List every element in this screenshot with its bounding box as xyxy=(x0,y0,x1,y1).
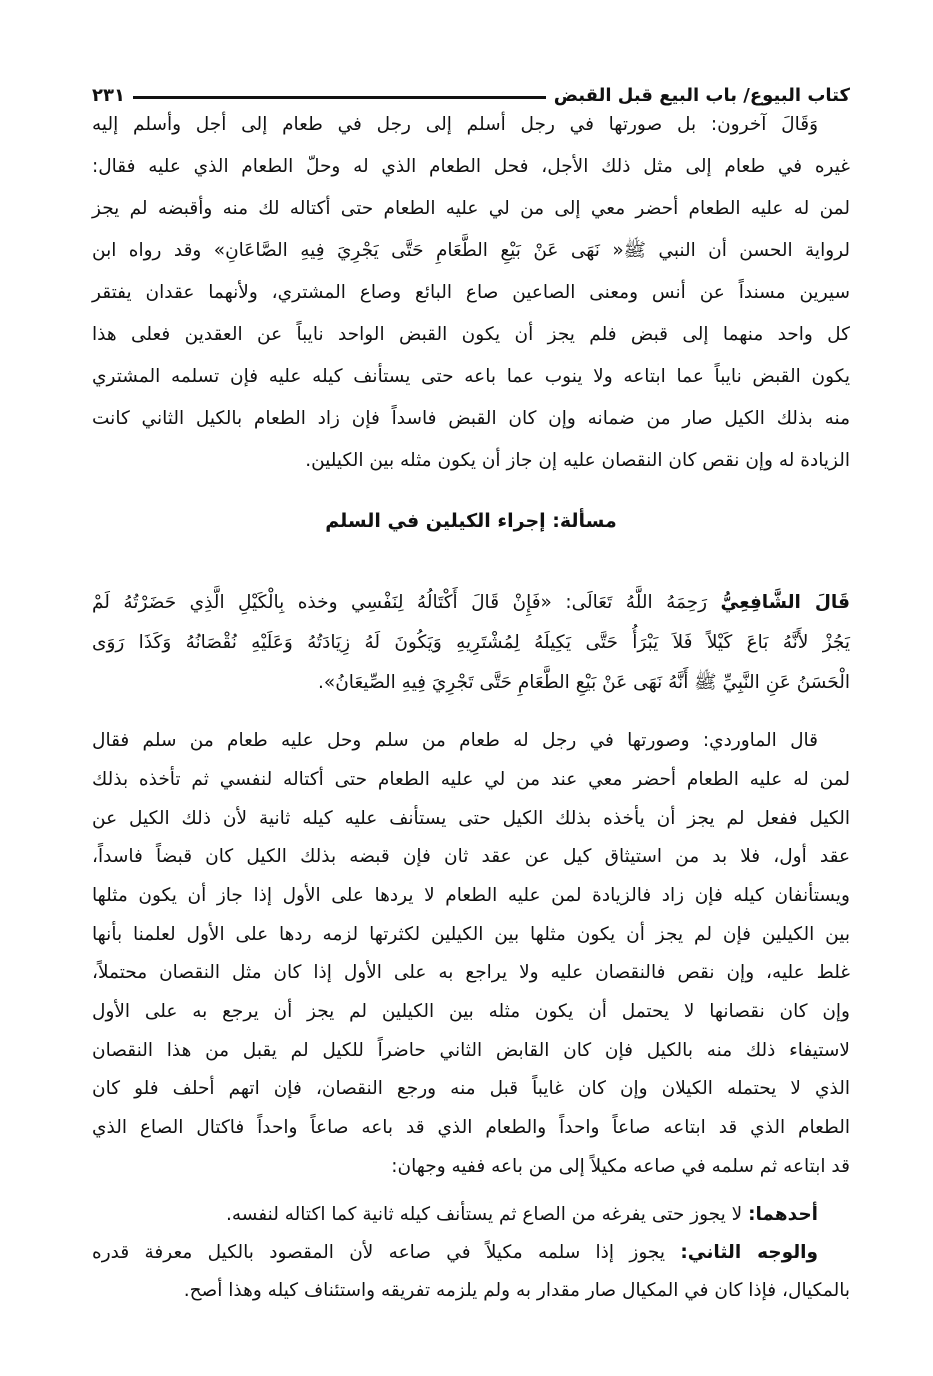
running-header xyxy=(92,80,850,110)
text-line: لاستيفاء ذلك منه بالكيل فإن كان القابض الثاني حاضراً للكيل لم يقبل من هذا النقصان xyxy=(92,1040,850,1061)
second-view-lead: والوجه الثاني: xyxy=(680,1242,819,1263)
text-line: الطعام الذي قد ابتاعه صاعاً واحداً والطعام الذي قد باعه صاعاً واحداً فاكتال الصاع الذي xyxy=(92,1117,850,1138)
header-title: كتاب البيوع/ باب البيع قبل القبض xyxy=(553,84,850,106)
text-line: الكيل ففعل لم يجز أن يأخذه بذلك الكيل حتى يستأنف عليه كيله ثانية لأن ذلك الكيل عن xyxy=(92,808,850,829)
text-line: منه بذلك الكيل صار من ضمانه وإن كان القبض فاسداً فإن زاد الطعام بالكيل الثاني كانت xyxy=(92,408,850,429)
text-line: لمن له عليه الطعام أحضر معي عند من لي عليه الطعام حتى أكتاله لنفسي ثم تأخذه بذلك xyxy=(92,769,850,790)
text-line: كل واحد منهما إلى قبض فلم يجز أن يكون القبض الواحد نايباً عن العقدين فعلى هذا xyxy=(92,324,850,345)
text-line: ويستأنفان كيله فإن زاد فالزيادة لمن عليه الطعام لا يردها على الأول إذا جاز أن يكون مثلها xyxy=(92,885,850,906)
shafii-line: الْحَسَنُ عَنِ النَّبِيِّ ﷺ أَنَّهُ نَهَى عَنْ بَيْعِ الطَّعَامِ حَتَّى تَجْرِيَ فِيهِ الصِّيعَانُ». xyxy=(318,672,850,693)
text-line: قال الماوردي: وصورتها في رجل له طعام من سلم وحل عليه طعام من سلم فقال xyxy=(92,730,818,751)
second-view-text: يجوز إذا سلمه مكيلاً في صاعه لأن المقصود بالكيل معرفة قدره xyxy=(92,1242,665,1263)
text-line: الذي لا يحتمله الكيلان وإن كان غايباً قبل منه ورجع النقصان، فإن اتهم أحلف فلو كان xyxy=(92,1078,850,1099)
text-line: يكون القبض نايباً عما ابتاعه ولا ينوب عما باعه حتى يستأنف كيله عليه فإن تسلمه المشتري xyxy=(92,366,850,387)
page-number: ٢٣١ xyxy=(92,84,125,106)
first-view-lead: أحدهما: xyxy=(748,1204,818,1225)
text-line: قد ابتاعه ثم سلمه في صاعه مكيلاً إلى من باعه ففيه وجهان: xyxy=(391,1156,850,1177)
first-view-text: لا يجوز حتى يفرغه من الصاع ثم يستأنف كيله ثانية كما اكتاله لنفسه. xyxy=(225,1204,743,1225)
shafii-line: يَجُزْ لأَنَّهُ بَاعَ كَيْلاً فَلاَ يَبْرَأُ حَتَّى يَكِيلَهُ لِمُشْتَرِيهِ وَيَكُونَ لَهُ زِيَادَتُهُ وَعَلَيْهِ نُقْصَانُهُ وَكَذَا رَوَى xyxy=(92,632,850,653)
text-line: سيرين مسنداً عن أنس ومعنى الصاعين صاع البائع وصاع المشتري، ولأنهما عقدان يفتقر xyxy=(92,282,850,303)
shafii-text: رَحِمَهُ اللَّهُ تَعَالَى: «فَإِنْ قَالَ أَكْتَالُهُ لِنَفْسِي وخذه بِالْكَيْلِ الَّذِي حَضَرْتُهُ لَمْ xyxy=(92,592,708,613)
first-view xyxy=(92,1200,850,1230)
text-line: الزيادة له وإن نقص كان النقصان عليه إن جاز أن يكون مثله بين الكيلين. xyxy=(305,450,850,471)
header-rule xyxy=(133,96,546,99)
text-line: عقد أول، فلا بد من استيثاق كيل عن عقد ثان فإن قبضه بذلك الكيل كان قبضاً فاسداً، xyxy=(92,846,850,867)
text-line: وَقَالَ آخرون: بل صورتها في رجل أسلم إلى رجل في طعام إلى أجل وأسلم إليه xyxy=(92,114,818,135)
text-line: لمن له عليه الطعام أحضر معي إلى من لي عليه الطعام حتى أكتاله لك منه وأقبضه لم يجز xyxy=(92,198,850,219)
shafii-line xyxy=(92,588,850,618)
second-view xyxy=(92,1238,850,1268)
text-line: غيره في طعام إلى مثل ذلك الأجل، فحل الطعام الذي له وحلّ الطعام الذي عليه فقال: xyxy=(92,156,850,177)
shafii-lead: قَالَ الشَّافِعِيُّ xyxy=(720,592,850,613)
text-line: وإن كان نقصانها لا يحتمل أن يكون مثله بين الكيلين لم يجز أن يرجع به على الأول xyxy=(92,1001,850,1022)
text-line: غلط عليه، وإن نقص فالنقصان عليه ولا يراجع به على الأول إذا كان مثل النقصان محتملاً، xyxy=(92,962,850,983)
text-line: بين الكيلين فإن لم يجز أن يكون مثلها بين الكيلين لكثرتها لزمه ردها على الأول لعلمنا بأنها xyxy=(92,924,850,945)
section-heading: مسألة: إجراء الكيلين في السلم xyxy=(325,510,617,532)
text-line: بالمكيال، فإذا كان في المكيال صار مقدار به ولم يلزمه تفريقه واستئناف كيله وهذا أصح. xyxy=(183,1280,850,1301)
text-line: لرواية الحسن أن النبي ﷺ« نَهَى عَنْ بَيْعِ الطَّعَامِ حَتَّى يَجْرِيَ فِيهِ الصَّاعَانِ» وقد رواه ابن xyxy=(92,240,850,261)
